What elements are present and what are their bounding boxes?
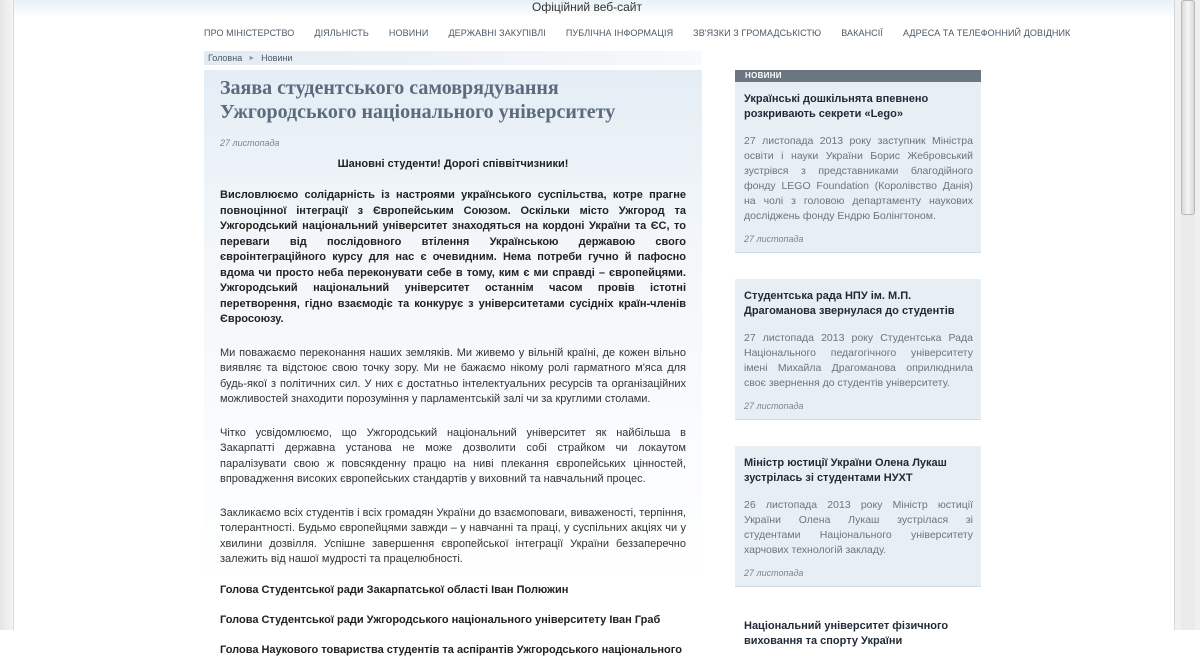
news-item-title[interactable]: Національний університет фізичного виховання та спорту України <box>744 620 949 647</box>
article-paragraph: Закликаємо всіх студентів і всіх громадян України до взаємоповаги, виваженості, терпіння, толерантності. Будьмо європейцями завжди – у навчанні та праці, у суспільних акціях чи у хвилини дозвілля. Успішне завершення європейської інтеграції України беззаперечно залежить від нашої мудрості та працелюбності. <box>220 506 686 565</box>
news-item-title[interactable]: Міністр юстиції України Олена Лукаш зустрілась зі студентами НУХТ <box>744 457 947 484</box>
article-signature: Голова Студентської ради Закарпатської області Іван Полюжин <box>220 583 569 596</box>
article-signature: Голова Студентської ради Ужгородського національного університету Іван Граб <box>220 613 661 626</box>
news-item-date: 27 листопада <box>744 568 804 578</box>
nav-item-procurement[interactable]: ДЕРЖАВНІ ЗАКУПІВЛІ <box>448 28 546 38</box>
spacer <box>735 587 981 613</box>
main-nav <box>204 28 1090 38</box>
news-item-date: 27 листопада <box>744 401 804 411</box>
nav-item-public-relations[interactable]: ЗВ'ЯЗКИ З ГРОМАДСЬКІСТЮ <box>693 28 822 38</box>
article-paragraph: Ми поважаємо переконання наших земляків. Ми живемо у вільній країні, де кожен вільно виявляє та відстоює свою точку зору. Ми не бажаємо нікому ролі гарматного м'яса для будь-якої з політичних сил. У них є достатньо інтелектуальних ресурсів та організаційних можливостей знаходити порозуміння у парламентській залі чи за круглими столами. <box>220 346 686 405</box>
article-title: Заява студентського самоврядування Ужгородського національного університету <box>220 77 616 123</box>
article-paragraph: Висловлюємо солідарність із настроями українського суспільства, котре прагне повноцінної інтеграції з Європейським Союзом. Оскільки місто Ужгород та Ужгородський національний університет знаходяться на кордоні України та ЄС, то переваги від послідовного втілення Українською державою свого євроінтеграційного курсу для нас є очевидним. Нема потреби гучно й пафосно вдома чи просто неба переконувати себе в тому, ким є ми справді – європейцями. Ужгородський національний університет останнім часом провів істотні перетворення, гідно взаємодіє та конкурує з університетами сусідніх країн-членів Євросоюзу. <box>220 189 686 325</box>
breadcrumb-home[interactable]: Головна <box>208 53 243 63</box>
nav-item-activity[interactable]: ДІЯЛЬНІСТЬ <box>314 28 369 38</box>
sidebar-header: НОВИНИ <box>735 70 981 82</box>
article-greeting: Шановні студенти! Дорогі співвітчизники! <box>337 158 569 170</box>
news-item <box>735 613 981 649</box>
vertical-scrollbar[interactable] <box>1174 0 1200 630</box>
news-item-title[interactable]: Студентська рада НПУ ім. М.П. Драгоманова звернулася до студентів <box>744 290 955 317</box>
spacer <box>735 253 981 279</box>
breadcrumb-news[interactable]: Новини <box>261 53 293 63</box>
news-item <box>735 279 981 420</box>
nav-item-news[interactable]: НОВИНИ <box>388 28 429 38</box>
article-date: 27 листопада <box>220 138 280 148</box>
nav-item-vacancies[interactable]: ВАКАНСІЇ <box>841 28 883 38</box>
nav-item-about[interactable]: ПРО МІНІСТЕРСТВО <box>204 28 295 38</box>
article-signature: Голова Наукового товариства студентів та аспірантів Ужгородського національного <box>220 643 682 656</box>
news-item-summary: 27 листопада 2013 року Студентська Рада Національного педагогічного університету імені Михайла Драгоманова оприлюднила своє звернення до студентів університету. <box>744 332 973 389</box>
news-item-summary: 26 листопада 2013 року Міністр юстиції України Олена Лукаш зустрілася зі студентами Національного університету харчових технологій закладу. <box>744 499 973 556</box>
nav-item-directory[interactable]: АДРЕСА ТА ТЕЛЕФОННИЙ ДОВІДНИК <box>903 28 1071 38</box>
article-paragraph: Чітко усвідомлюємо, що Ужгородський національний університет як найбільша в Закарпатті державна установа не може дозволити собі страйком чи локаутом паралізувати свою ж повсякденну працю на ниві плекання європейських цінностей, впровадження високих європейських стандартів у виховний та навчальний процес. <box>220 426 686 485</box>
news-item <box>735 446 981 587</box>
chevron-right-icon: ► <box>248 54 256 62</box>
news-item <box>735 82 981 253</box>
breadcrumb <box>204 51 702 65</box>
article <box>204 70 702 656</box>
scrollbar-thumb[interactable] <box>1181 0 1195 215</box>
news-item-date: 27 листопада <box>744 234 804 244</box>
spacer <box>735 420 981 446</box>
site-subtitle: Офіційний веб-сайт <box>531 0 642 14</box>
window-frame-left <box>0 0 14 630</box>
nav-item-public-info[interactable]: ПУБЛІЧНА ІНФОРМАЦІЯ <box>565 28 674 38</box>
news-sidebar <box>735 70 981 649</box>
news-item-summary: 27 листопада 2013 року заступник Міністра освіти і науки України Борис Жебровський зустрівся з представниками благодійного фонду LEGO Foundation (Королівство Данія) на чолі з головою департаменту наукових досліджень фонду Ендрю Болінгтоном. <box>744 135 973 222</box>
news-item-title[interactable]: Українські дошкільнята впевнено розкривають секрети «Lego» <box>744 93 929 120</box>
